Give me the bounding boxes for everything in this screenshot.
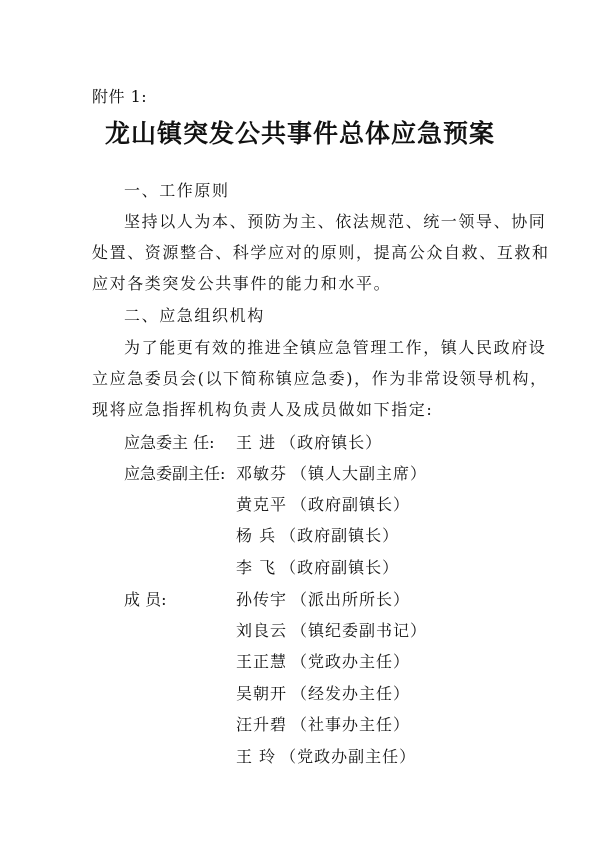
member-entry: [236, 430, 382, 453]
member-entry: [236, 681, 410, 704]
member-entry: [236, 555, 399, 578]
member-position: （镇纪委副书记）: [291, 621, 428, 640]
member-name: 王 玲: [236, 747, 277, 766]
paragraph-line: 坚持以人为本、预防为主、依法规范、统一领导、协同: [124, 212, 547, 231]
member-entry: [236, 618, 427, 641]
paragraph-line: 现将应急指挥机构负责人及成员做如下指定:: [92, 400, 434, 419]
member-entry: [236, 744, 416, 767]
section-heading-principles: 一、工作原则: [124, 181, 230, 200]
member-position: （党政办主任）: [291, 652, 411, 671]
role-label-director: 应急委主 任:: [124, 433, 215, 452]
member-entry: [236, 523, 399, 546]
paragraph-line: 为了能更有效的推进全镇应急管理工作，镇人民政府设: [124, 338, 547, 357]
role-label-deputy-director: 应急委副主任:: [124, 464, 226, 483]
member-position: （政府副镇长）: [280, 526, 400, 545]
member-name: 吴朝开: [236, 684, 288, 703]
member-name: 王正慧: [236, 652, 288, 671]
paragraph-line: 应对各类突发公共事件的能力和水平。: [92, 274, 392, 293]
member-name: 杨 兵: [236, 526, 277, 545]
member-position: （政府镇长）: [280, 433, 383, 452]
member-name: 邓敏芬: [236, 464, 288, 483]
member-position: （社事办主任）: [291, 715, 411, 734]
member-name: 李 飞: [236, 558, 277, 577]
member-position: （镇人大副主席）: [291, 464, 428, 483]
member-name: 汪升碧: [236, 715, 288, 734]
member-position: （党政办副主任）: [280, 747, 417, 766]
paragraph-line: 立应急委员会(以下简称镇应急委)，作为非常设领导机构，: [92, 369, 548, 388]
role-label-members: 成 员:: [124, 590, 167, 609]
member-name: 王 进: [236, 433, 277, 452]
member-position: （经发办主任）: [291, 684, 411, 703]
member-name: 黄克平: [236, 495, 288, 514]
member-entry: [236, 587, 410, 610]
member-entry: [236, 712, 410, 735]
member-position: （派出所所长）: [291, 590, 411, 609]
member-position: （政府副镇长）: [291, 495, 411, 514]
member-entry: [236, 461, 427, 484]
paragraph-line: 处置、资源整合、科学应对的原则，提高公众自救、互救和: [92, 243, 550, 262]
document-title: 龙山镇突发公共事件总体应急预案: [104, 119, 495, 148]
attachment-label: 附件 1:: [92, 87, 148, 106]
member-name: 刘良云: [236, 621, 288, 640]
member-position: （政府副镇长）: [280, 558, 400, 577]
member-entry: [236, 649, 410, 672]
member-entry: [236, 492, 410, 515]
section-heading-organization: 二、应急组织机构: [124, 306, 265, 325]
member-name: 孙传宇: [236, 590, 288, 609]
